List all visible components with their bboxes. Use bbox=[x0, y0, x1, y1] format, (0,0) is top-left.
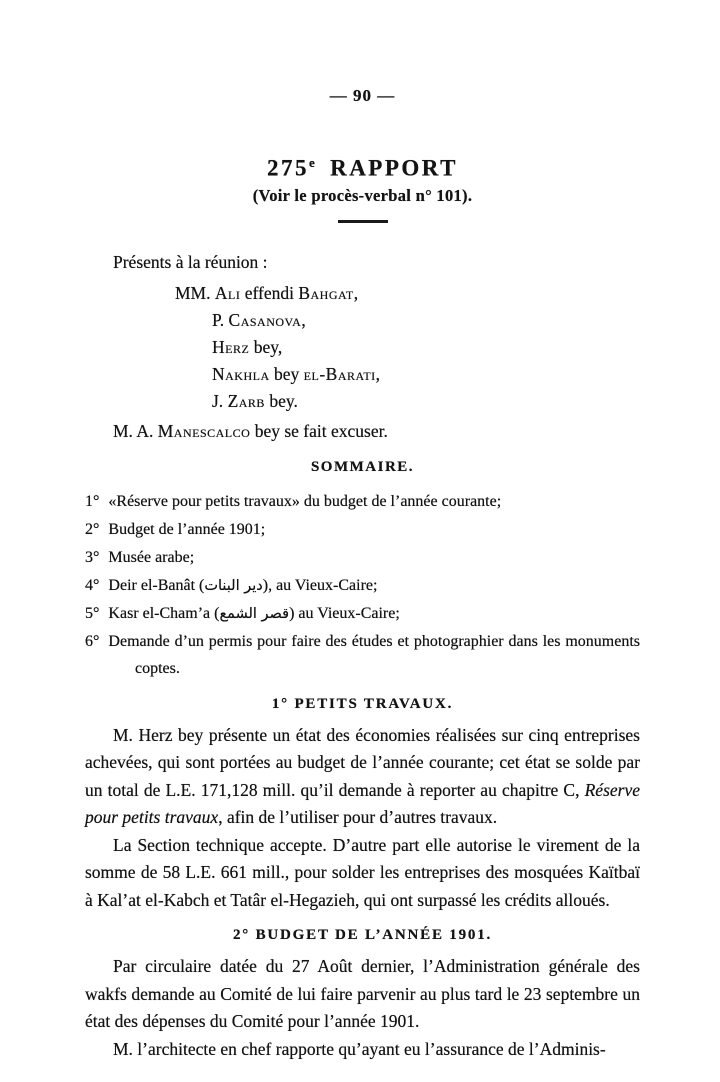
attendee-prefix: P. bbox=[212, 309, 229, 330]
paragraph-text: M. Herz bey présente un état des économies réalisées sur cinq entreprises achevées, qui sont portées au budget de l’année courante; cet état se solde par un total de L.E. 171,128 mill. qu’il demande à reporter au chapitre C, bbox=[85, 724, 640, 800]
attendee-prefix: MM. bbox=[175, 282, 215, 303]
attendee-mid: bey, bbox=[249, 336, 283, 357]
sommaire-heading: SOMMAIRE. bbox=[310, 458, 415, 475]
attendee-name: Nakhla bbox=[212, 363, 270, 384]
attendee-suffix: , bbox=[301, 309, 306, 330]
section-heading: 1° PETITS TRAVAUX. bbox=[271, 695, 454, 712]
report-number: 275 bbox=[267, 155, 310, 181]
attendee-name-2: Bahgat bbox=[298, 282, 354, 303]
section-petits-travaux bbox=[85, 696, 640, 915]
arabic-text: قصر الشمع bbox=[219, 605, 290, 622]
attendee-mid: effendi bbox=[240, 282, 299, 303]
report-title bbox=[85, 150, 640, 182]
excused-note bbox=[113, 418, 640, 444]
item-text: Kasr el-Cham’a ( bbox=[108, 604, 220, 622]
report-number-ordinal: e bbox=[309, 155, 315, 170]
attendee-mid: bey bbox=[269, 363, 304, 384]
attendee-row bbox=[212, 361, 640, 388]
item-text: «Réserve pour petits travaux» du budget de l’année courante; bbox=[108, 492, 502, 510]
attendee-row bbox=[212, 388, 640, 415]
item-number: 1° bbox=[85, 492, 100, 510]
report-subtitle: (Voir le procès-verbal n° 101). bbox=[252, 185, 473, 205]
excused-name: Manescalco bbox=[157, 420, 251, 441]
attendee-name-2: el-Barati bbox=[303, 363, 376, 384]
item-number: 4° bbox=[85, 576, 100, 594]
item-number: 5° bbox=[85, 604, 100, 622]
excused-text: bey se fait excuser. bbox=[250, 420, 388, 441]
sommaire-item bbox=[85, 600, 640, 628]
attendance-intro: Présents à la réunion : bbox=[113, 251, 268, 272]
sommaire-item bbox=[85, 488, 640, 516]
item-text: Musée arabe; bbox=[108, 548, 195, 566]
arabic-text: دير البنات bbox=[204, 577, 263, 594]
title-divider bbox=[338, 220, 388, 223]
attendee-suffix: , bbox=[375, 363, 381, 384]
title-block bbox=[85, 150, 640, 223]
attendee-suffix: , bbox=[353, 282, 359, 303]
item-text-2: ), au Vieux-Caire; bbox=[262, 576, 378, 594]
paragraph: Par circulaire datée du 27 Août dernier, l’Administration générale des wakfs demande au Comité de lui faire parvenir au plus tard le 23 septembre un état des dépenses du Comité pour l’année 1901. bbox=[85, 956, 640, 1032]
attendee-name: Ali bbox=[214, 282, 241, 303]
attendance-section bbox=[85, 249, 640, 444]
attendee-row bbox=[175, 280, 640, 307]
item-number: 6° bbox=[85, 632, 100, 650]
sommaire-item bbox=[85, 628, 640, 683]
paragraph-text-2: , afin de l’utiliser pour d’autres travaux. bbox=[218, 807, 498, 828]
item-text-2: ) au Vieux-Caire; bbox=[289, 604, 400, 622]
section-budget-1901 bbox=[85, 927, 640, 1063]
paragraph: M. l’architecte en chef rapporte qu’ayant eu l’assurance de l’Adminis- bbox=[113, 1038, 606, 1059]
attendee-mid: bey. bbox=[264, 390, 298, 411]
sommaire-item bbox=[85, 572, 640, 600]
attendee-list bbox=[85, 280, 640, 415]
attendee-prefix: J. bbox=[212, 390, 228, 411]
excused-prefix: M. A. bbox=[113, 420, 158, 441]
attendee-name: Casanova bbox=[228, 309, 302, 330]
paragraph bbox=[85, 722, 640, 832]
sommaire-item bbox=[85, 544, 640, 572]
attendee-row bbox=[212, 334, 640, 361]
item-text: Deir el-Banât ( bbox=[108, 576, 205, 594]
item-text: Budget de l’année 1901; bbox=[108, 520, 266, 538]
item-number: 3° bbox=[85, 548, 100, 566]
sommaire-item-list bbox=[85, 488, 640, 683]
attendee-name: Herz bbox=[212, 336, 250, 357]
italic-phrase: Réserve pour petits travaux bbox=[85, 779, 640, 828]
sommaire-item bbox=[85, 516, 640, 544]
item-text: Demande d’un permis pour faire des études et photographier dans les monuments coptes. bbox=[108, 632, 640, 677]
page-number: — 90 — bbox=[329, 86, 396, 105]
report-title-text: RAPPORT bbox=[314, 155, 458, 181]
attendee-row bbox=[212, 307, 640, 334]
section-heading: 2° BUDGET DE L’ANNÉE 1901. bbox=[232, 927, 493, 944]
paragraph: La Section technique accepte. D’autre part elle autorise le virement de la somme de 58 L.E. 661 mill., pour solder les entreprises des mosquées Kaïtbaï à Kal’at el-Kabch et Tatâr el-Hegazieh, qui ont surpassé les crédits alloués. bbox=[85, 834, 640, 910]
item-number: 2° bbox=[85, 520, 100, 538]
attendee-name: Zarb bbox=[227, 390, 265, 411]
sommaire-section bbox=[85, 459, 640, 683]
